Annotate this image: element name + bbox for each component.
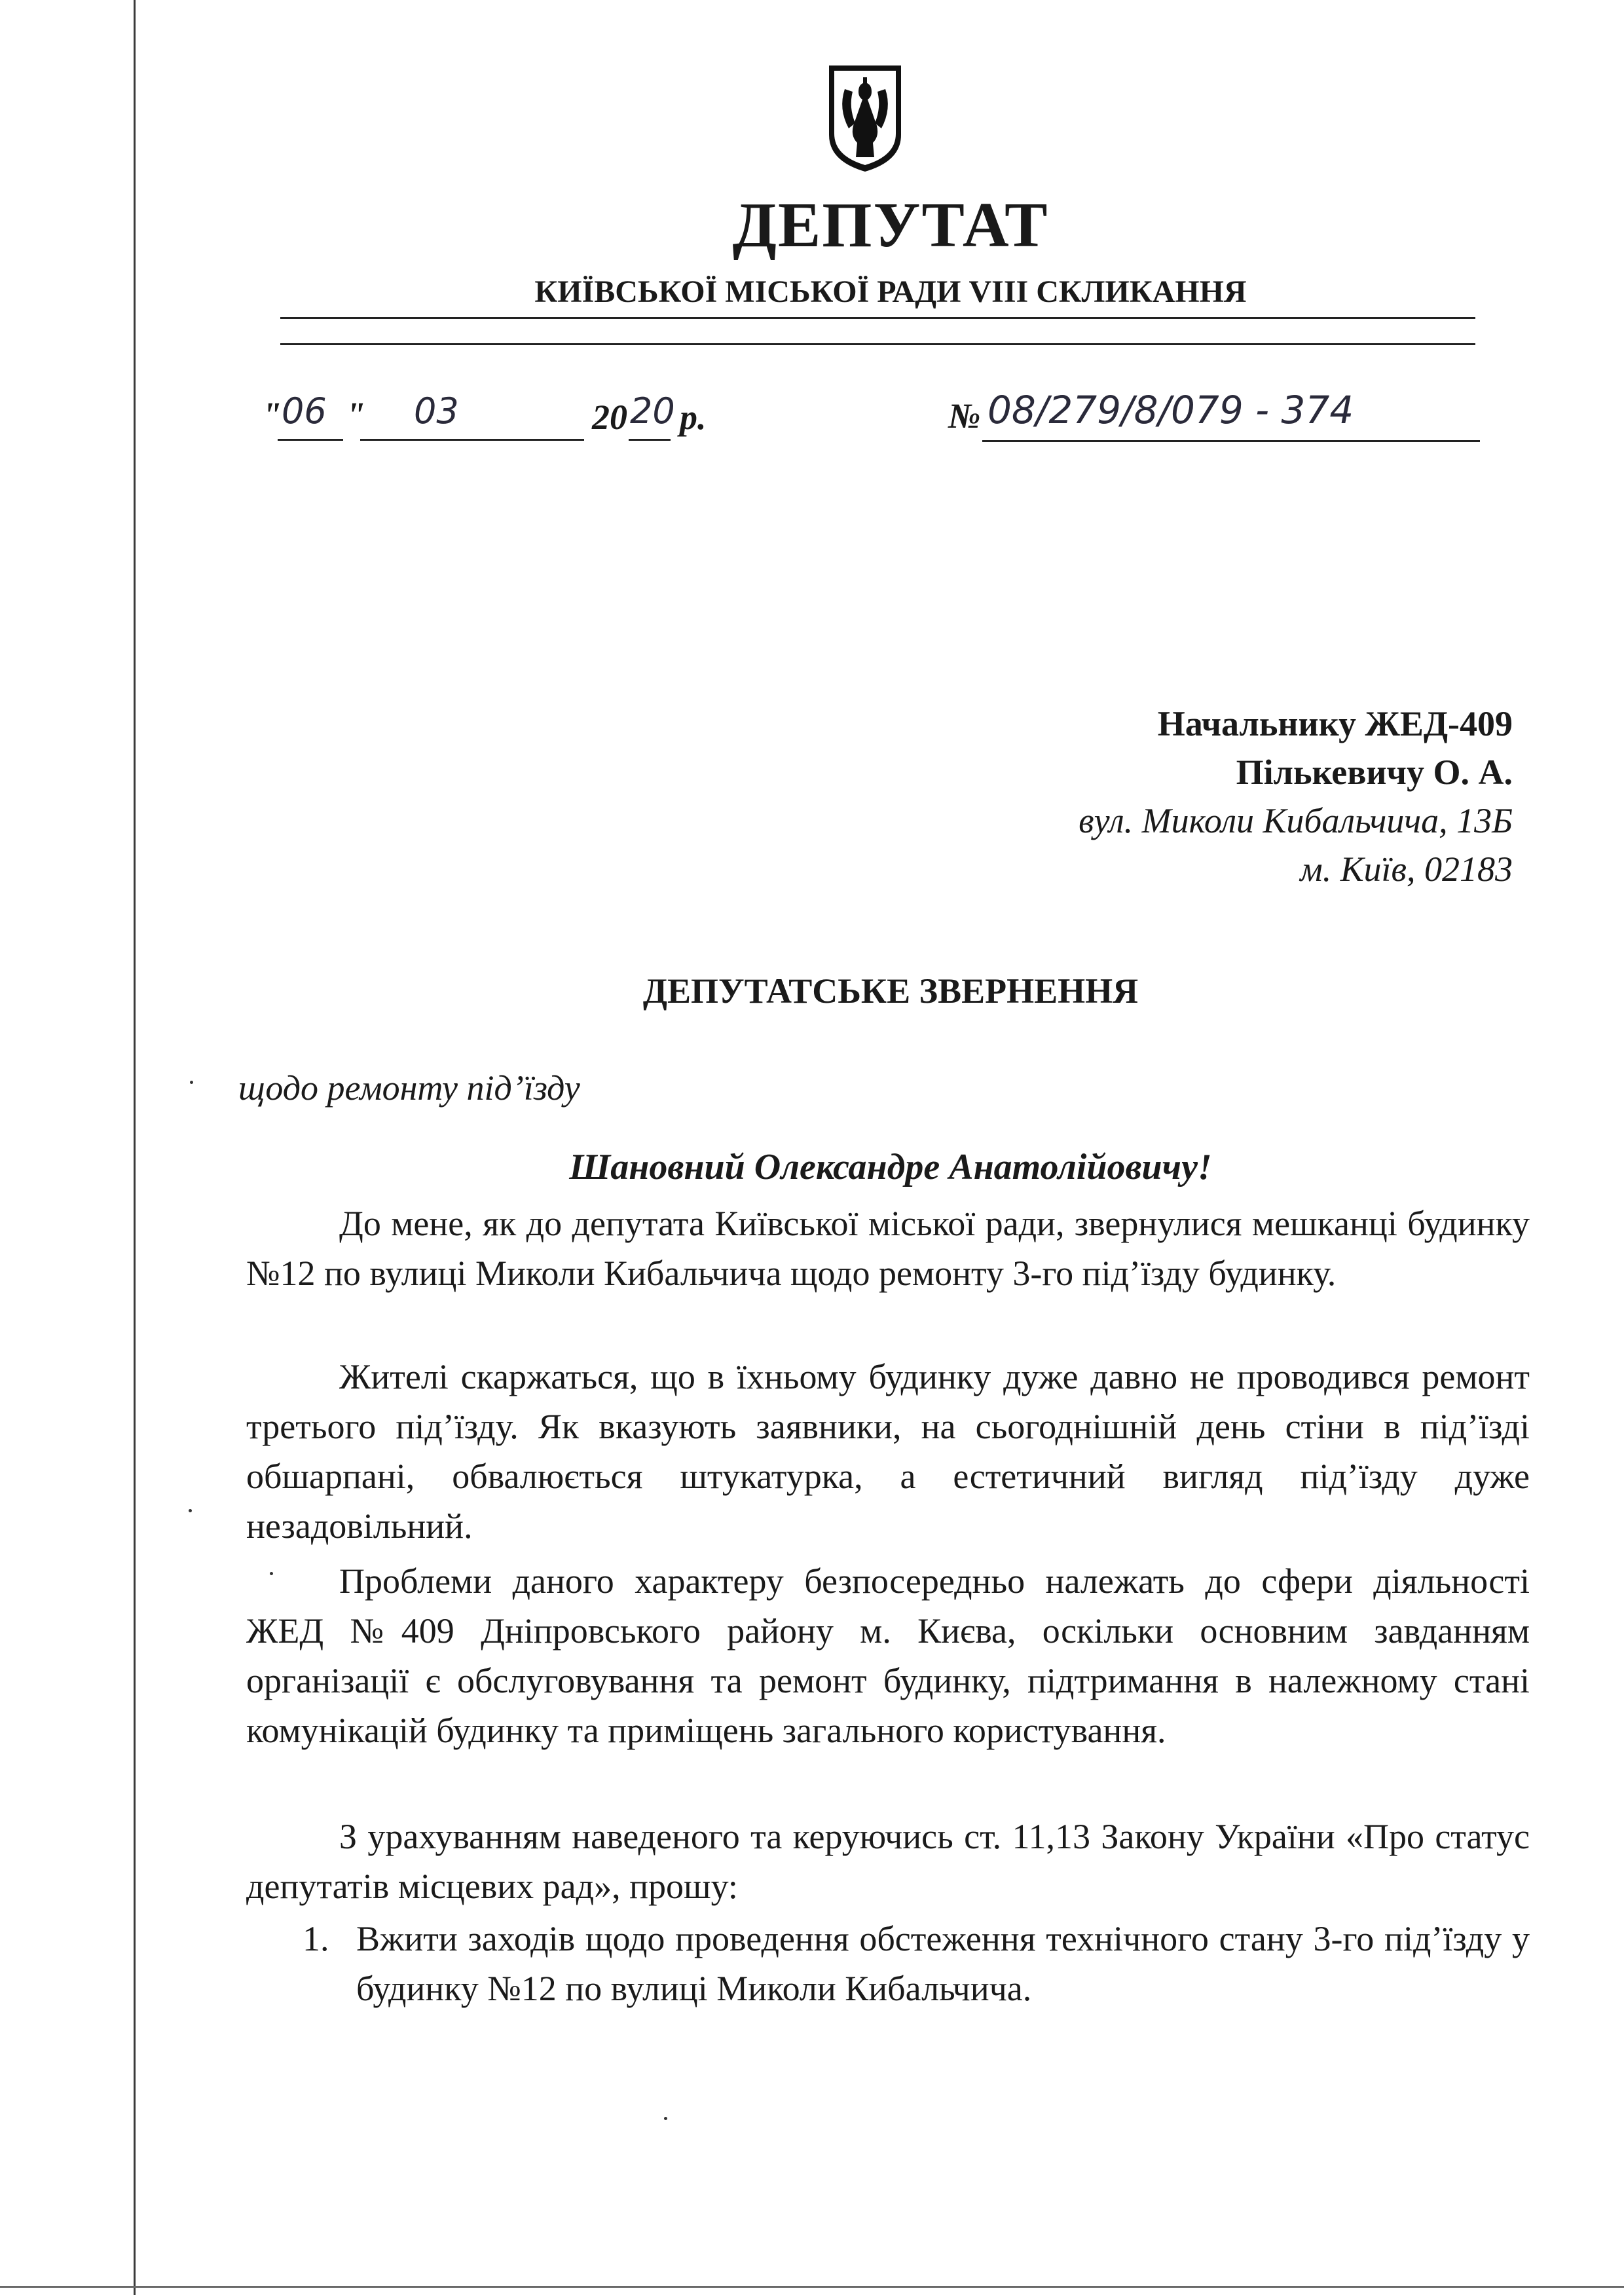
body-paragraph: З урахуванням наведеного та керуючись ст. 11,13 Закону України «Про статус депутатів місцевих рад», прошу: xyxy=(246,1817,1530,1906)
list-item-text: Вжити заходів щодо проведення обстеження технічного стану 3-го під’їзду у будинку №12 по вулиці Миколи Кибальчича. xyxy=(356,1919,1530,2008)
header-divider-top xyxy=(280,317,1475,319)
scan-speck xyxy=(189,1509,192,1512)
date-month-underline xyxy=(360,439,584,441)
kyiv-coat-of-arms-icon xyxy=(826,63,904,174)
number-underline xyxy=(982,440,1480,442)
body-paragraph: Жителі скаржаться, що в їхньому будинку дуже давно не проводився ремонт третього під’їзду. Як вказують заявники, на сьогоднішній день стіни в під’їзді обшарпані, обвалюється штукатурка, а естетичний вигляд під’їзду дуже незадовільний. xyxy=(246,1357,1530,1546)
document-subject: щодо ремонту під’їзду xyxy=(238,1068,580,1108)
body-paragraph: Проблеми даного характеру безпосередньо належать до сфери діяльності ЖЕД №409 Дніпровського району м. Києва, оскільки основним завданням організації є обслуговування та ремонт будинку, підтримання в належному стані комунікацій будинку та приміщень загального користування. xyxy=(246,1561,1530,1750)
body-paragraph: До мене, як до депутата Київської міської ради, звернулися мешканці будинку №12 по вулиці Миколи Кибальчича щодо ремонту 3-го під’їзду будинку. xyxy=(246,1204,1530,1293)
page-title: ДЕПУТАТ xyxy=(732,190,1049,261)
scan-speck xyxy=(270,1572,273,1575)
outgoing-number: 08/279/8/079 - 374 xyxy=(987,388,1354,432)
salutation: Шановний Олександре Анатолійовичу! xyxy=(569,1147,1212,1187)
addressee-street: вул. Миколи Кибальчича, 13Б xyxy=(1079,801,1513,840)
scan-speck xyxy=(190,1081,193,1084)
number-label: № xyxy=(948,396,981,436)
date-day: 06 xyxy=(282,390,327,432)
date-number-row xyxy=(262,390,1480,449)
scan-speck xyxy=(664,2117,667,2120)
document-heading: ДЕПУТАТСЬКЕ ЗВЕРНЕННЯ xyxy=(642,971,1139,1011)
date-year-prefix: 20 xyxy=(592,398,627,437)
page-bottom-edge xyxy=(0,2286,1624,2288)
council-subtitle: КИЇВСЬКОЇ МІСЬКОЇ РАДИ VIII СКЛИКАННЯ xyxy=(534,274,1247,309)
request-list xyxy=(303,1914,1530,2013)
date-year-underline xyxy=(629,439,671,441)
date-year-suffix: 20 xyxy=(630,390,675,432)
date-day-underline xyxy=(278,439,343,441)
date-month: 03 xyxy=(414,390,459,432)
header-divider-bottom xyxy=(280,343,1475,345)
date-close-quote: " xyxy=(346,395,365,434)
date-year-unit: р. xyxy=(680,398,707,437)
addressee-name: Пількевичу О. А. xyxy=(1236,753,1513,792)
addressee-position: Начальнику ЖЕД-409 xyxy=(1157,704,1513,743)
list-item-number: 1. xyxy=(303,1919,329,1958)
addressee-city: м. Київ, 02183 xyxy=(1300,849,1513,889)
date-open-quote: " xyxy=(262,395,282,434)
